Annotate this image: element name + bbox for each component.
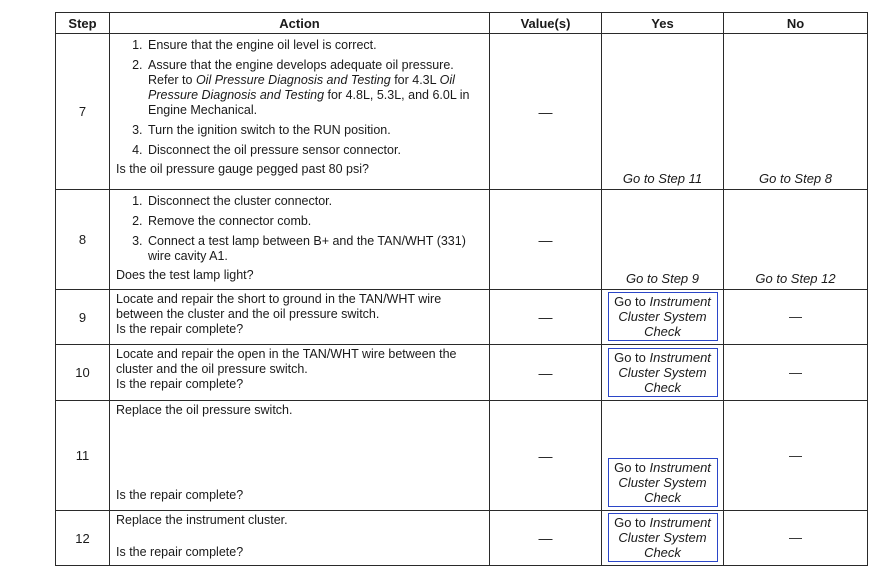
link-prefix: Go to <box>614 349 650 365</box>
step-number: 12 <box>56 511 110 566</box>
link-text: Instrument Cluster System Check <box>618 294 711 339</box>
no-cell: — <box>724 511 868 566</box>
table-row-step-11 <box>56 401 868 511</box>
link-text: Instrument Cluster System Check <box>618 515 711 560</box>
step-number: 10 <box>56 345 110 401</box>
action-question: Does the test lamp light? <box>116 268 254 282</box>
action-text: Replace the instrument cluster. <box>116 513 288 527</box>
table-row-step-9 <box>56 290 868 345</box>
link-prefix: Go to <box>614 515 650 530</box>
action-step: 2. Remove the connector comb. <box>146 214 483 229</box>
diagnostic-table-container <box>55 12 868 566</box>
no-cell: — <box>724 290 868 345</box>
action-step <box>146 58 483 118</box>
table-row-step-10 <box>56 345 868 401</box>
yes-link-instrument-cluster[interactable] <box>608 458 718 507</box>
action-text: Locate and repair the open in the TAN/WHT wire between the cluster and the oil pressure switch. <box>116 347 457 376</box>
action-cell <box>110 34 490 190</box>
value-cell: — <box>490 190 602 290</box>
no-link[interactable]: Go to Step 8 <box>724 34 868 190</box>
header-values: Value(s) <box>490 13 602 34</box>
action-cell <box>110 345 490 401</box>
action-text: for 4.8L, 5.3L, and 6.0L in Engine Mechanical. <box>148 88 470 117</box>
yes-link-instrument-cluster[interactable] <box>608 513 718 562</box>
action-question: Is the repair complete? <box>116 545 244 559</box>
action-text: Replace the oil pressure switch. <box>116 403 293 417</box>
header-step: Step <box>56 13 110 34</box>
link-text: Instrument Cluster System Check <box>618 460 711 505</box>
reference-link[interactable]: Oil Pressure Diagnosis and Testing <box>195 73 391 87</box>
value-cell: — <box>490 290 602 345</box>
action-step: 3. Turn the ignition switch to the RUN position. <box>146 123 483 138</box>
link-text: Instrument Cluster System Check <box>618 349 711 395</box>
action-steps <box>116 194 483 264</box>
action-step: 1. Disconnect the cluster connector. <box>146 194 483 209</box>
table-row-step-7 <box>56 34 868 190</box>
action-cell <box>110 401 490 511</box>
yes-cell <box>602 511 724 566</box>
value-cell: — <box>490 511 602 566</box>
action-step: 3. Connect a test lamp between B+ and the TAN/WHT (331) wire cavity A1. <box>146 234 483 264</box>
yes-link-instrument-cluster[interactable] <box>608 292 718 341</box>
header-row <box>56 13 868 34</box>
step-number: 7 <box>56 34 110 190</box>
step-number: 8 <box>56 190 110 290</box>
reference-link[interactable]: Oil Pressure Diagnosis and Testing <box>148 73 455 102</box>
action-cell <box>110 290 490 345</box>
value-cell: — <box>490 401 602 511</box>
table-row-step-12 <box>56 511 868 566</box>
header-no: No <box>724 13 868 34</box>
header-action: Action <box>110 13 490 34</box>
action-text: for 4.3L <box>390 73 440 87</box>
action-cell <box>110 511 490 566</box>
yes-cell <box>602 290 724 345</box>
link-prefix: Go to <box>614 460 650 475</box>
no-cell: — <box>724 345 868 401</box>
step-number: 9 <box>56 290 110 345</box>
yes-cell <box>602 345 724 401</box>
yes-link[interactable]: Go to Step 9 <box>602 190 724 290</box>
action-question: Is the oil pressure gauge pegged past 80 psi? <box>116 162 369 176</box>
value-cell: — <box>490 34 602 190</box>
action-text: Assure that the engine develops adequate oil pressure. Refer to <box>148 58 454 87</box>
action-text: Locate and repair the short to ground in the TAN/WHT wire between the cluster and the oil pressure switch. <box>116 292 442 321</box>
no-cell: — <box>724 401 868 511</box>
no-link[interactable]: Go to Step 12 <box>724 190 868 290</box>
step-number: 11 <box>56 401 110 511</box>
action-cell <box>110 190 490 290</box>
action-question: Is the repair complete? <box>116 488 244 502</box>
table-row-step-8 <box>56 190 868 290</box>
action-steps <box>116 38 483 158</box>
link-prefix: Go to <box>614 294 650 309</box>
action-question: Is the repair complete? <box>116 322 244 336</box>
action-step: 1. Ensure that the engine oil level is correct. <box>146 38 483 53</box>
value-cell: — <box>490 345 602 401</box>
yes-link[interactable]: Go to Step 11 <box>602 34 724 190</box>
action-step: 4. Disconnect the oil pressure sensor connector. <box>146 143 483 158</box>
action-question: Is the repair complete? <box>116 377 244 391</box>
yes-link-instrument-cluster[interactable] <box>608 348 718 397</box>
header-yes: Yes <box>602 13 724 34</box>
diagnostic-table <box>55 12 868 566</box>
yes-cell <box>602 401 724 511</box>
